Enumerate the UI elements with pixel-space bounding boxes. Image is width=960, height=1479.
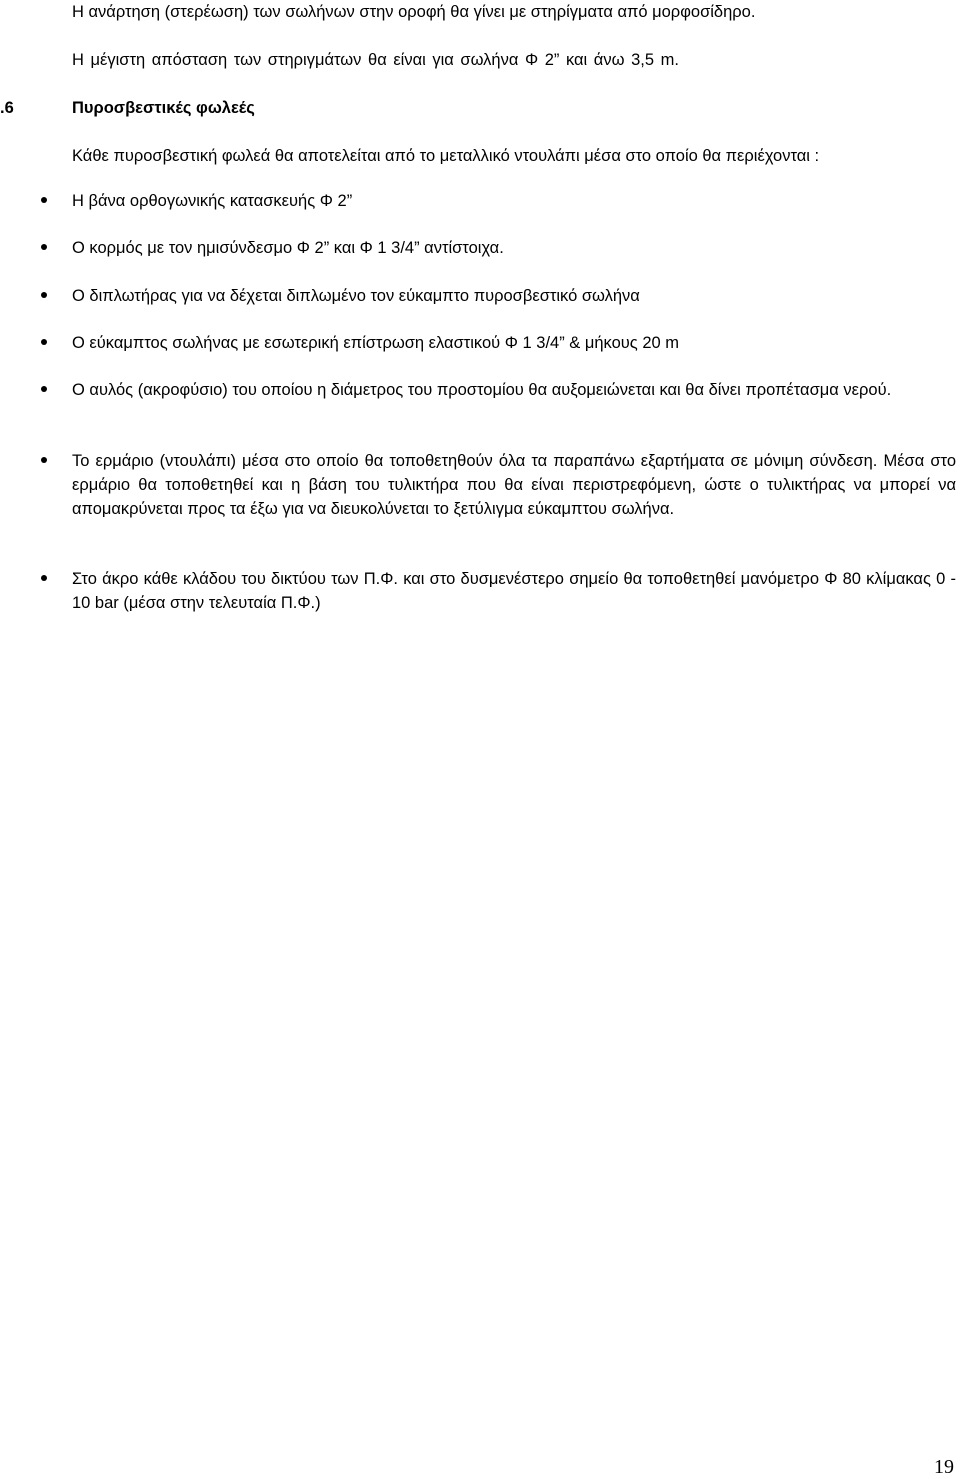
paragraph-support-distance: Η μέγιστη απόσταση των στηριγμάτων θα είναι για σωλήνα Φ 2” και άνω 3,5 m.	[72, 51, 679, 69]
section-title: Πυροσβεστικές φωλεές	[72, 99, 255, 117]
bullet-icon	[41, 339, 47, 345]
list-item-text: Η βάνα ορθογωνικής κατασκευής Φ 2”	[72, 192, 353, 210]
list-item-text: Στο άκρο κάθε κλάδου του δικτύου των Π.Φ. και στο δυσμενέστερο σημείο θα τοποθετηθεί μανόμετρο Φ 80 κλίμακας 0 - 10 bar (μέσα στην τελευταία Π.Φ.)	[72, 570, 956, 612]
bullet-icon	[41, 197, 47, 203]
bullet-icon	[41, 457, 47, 463]
bullet-icon	[41, 386, 47, 392]
bullet-icon	[41, 244, 47, 250]
bullet-icon	[41, 575, 47, 581]
list-item-text: Το ερμάριο (ντουλάπι) μέσα στο οποίο θα τοποθετηθούν όλα τα παραπάνω εξαρτήματα σε μόνιμη σύνδεση. Μέσα στο ερμάριο θα τοποθετηθεί και η βάση του τυλικτήρα που θα είναι περιστρεφόμενη, ώστε ο τυλικτήρας να μπορεί να απομακρύνεται προς τα έξω για να διευκολύνεται το ξετύλιγμα εύκαμπτου σωλήνα.	[72, 452, 956, 518]
section-number: .6	[0, 99, 14, 117]
list-item-text: Ο κορμός με τον ημισύνδεσμο Φ 2” και Φ 1 3/4” αντίστοιχα.	[72, 239, 504, 257]
section-intro: Κάθε πυροσβεστική φωλεά θα αποτελείται από το μεταλλικό ντουλάπι μέσα στο οποίο θα περιέχονται :	[72, 147, 820, 165]
bullet-icon	[41, 292, 47, 298]
paragraph-pipe-hanging: Η ανάρτηση (στερέωση) των σωλήνων στην οροφή θα γίνει με στηρίγματα από μορφοσίδηρο.	[72, 3, 756, 21]
list-item-text: Ο εύκαμπτος σωλήνας με εσωτερική επίστρωση ελαστικού Φ 1 3/4” & μήκους 20 m	[72, 334, 680, 352]
list-item-text: Ο διπλωτήρας για να δέχεται διπλωμένο τον εύκαμπτο πυροσβεστικό σωλήνα	[72, 287, 640, 305]
list-item-text: Ο αυλός (ακροφύσιο) του οποίου η διάμετρος του προστομίου θα αυξομειώνεται και θα δίνει προπέτασμα νερού.	[72, 381, 892, 399]
page-number: 19	[934, 1456, 954, 1478]
